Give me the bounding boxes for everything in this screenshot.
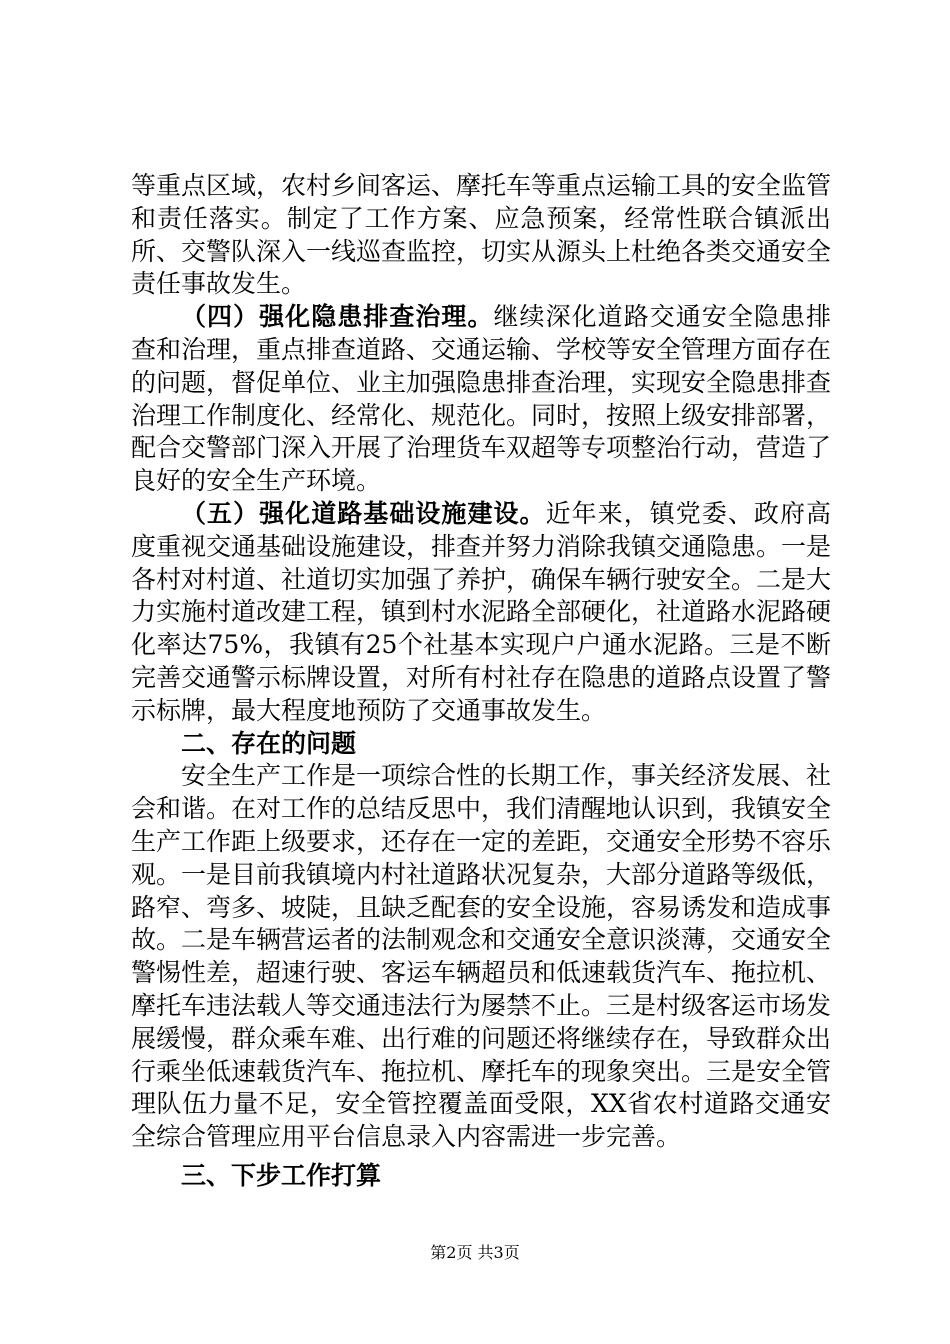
paragraph-lead-heading: （四）强化隐患排查治理。 [181,302,494,332]
paragraph-lead-heading: （五）强化道路基础设施建设。 [181,498,546,528]
document-body [131,170,831,1193]
paragraph-text: 近年来，镇党委、政府高度重视交通基础设施建设，排查并努力消除我镇交通隐患。一是各村对村道、社道切实加强了养护，确保车辆行驶安全。二是大力实施村道改建工程，镇到村水泥路全部硬化，社道路水泥路硬化率达75%，我镇有25个社基本实现户户通水泥路。三是不断完善交通警示标牌设置，对所有村社存在隐患的道路点设置了警示标牌，最大程度地预防了交通事故发生。 [131,498,832,725]
paragraph-problems [131,760,831,1154]
paragraph-hazard-inspection [131,301,831,498]
paragraph-text: 等重点区域，农村乡间客运、摩托车等重点运输工具的安全监管和责任落实。制定了工作方案、应急预案，经常性联合镇派出所、交警队深入一线巡查监控，切实从源头上杜绝各类交通安全责任事故发生。 [131,171,832,299]
page-number: 第2页 共3页 [430,1243,520,1262]
section-heading-next-steps: 三、下步工作打算 [181,1160,382,1190]
paragraph-road-infrastructure [131,498,831,728]
paragraph-text: 继续深化道路交通安全隐患排查和治理，重点排查道路、交通运输、学校等安全管理方面存在的问题，督促单位、业主加强隐患排查治理，实现安全隐患排查治理工作制度化、经常化、规范化。同时，按照上级安排部署，配合交警部门深入开展了治理货车双超等专项整治行动，营造了良好的安全生产环境。 [131,302,832,496]
page-footer [0,1243,950,1263]
section-heading-problems: 二、存在的问题 [181,728,357,758]
paragraph-text: 安全生产工作是一项综合性的长期工作，事关经济发展、社会和谐。在对工作的总结反思中，我们清醒地认识到，我镇安全生产工作距上级要求，还存在一定的差距，交通安全形势不容乐观。一是目前我镇境内村社道路状况复杂，大部分道路等级低，路窄、弯多、坡陡，且缺乏配套的安全设施，容易诱发和造成事故。二是车辆营运者的法制观念和交通安全意识淡薄，交通安全警惕性差，超速行驶、客运车辆超员和低速载货汽车、拖拉机、摩托车违法载人等交通违法行为屡禁不止。三是村级客运市场发展缓慢，群众乘车难、出行难的问题还将继续存在，导致群众出行乘坐低速载货汽车、拖拉机、摩托车的现象突出。三是安全管理队伍力量不足，安全管控覆盖面受限，XX省农村道路交通安全综合管理应用平台信息录入内容需进一步完善。 [131,761,832,1152]
paragraph-continuation [131,170,831,301]
